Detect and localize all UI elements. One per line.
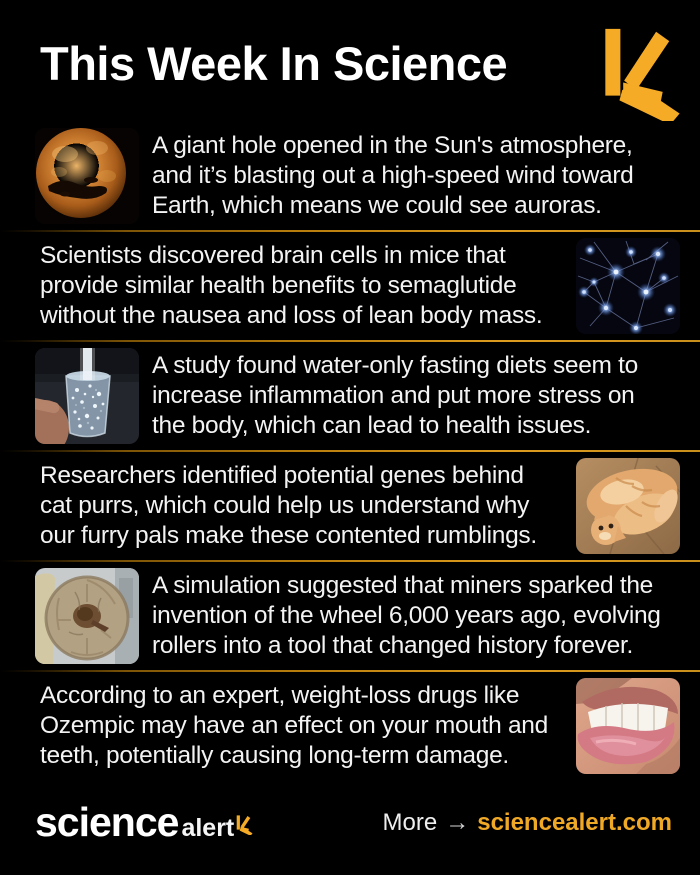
news-text-line: the body, which can lead to health issues. bbox=[152, 412, 592, 439]
news-text bbox=[152, 131, 634, 221]
news-item-water bbox=[0, 342, 700, 450]
news-item-neurons bbox=[0, 232, 700, 340]
brand-science-label: science bbox=[35, 799, 179, 845]
news-text-line: Ozempic may have an effect on your mouth and bbox=[40, 712, 548, 739]
brand-alert-label: alert bbox=[181, 814, 235, 842]
header bbox=[0, 0, 700, 122]
right-arrow-icon: → bbox=[445, 808, 470, 836]
news-text-line: Earth, which means we could see auroras. bbox=[152, 192, 602, 219]
news-text-line: rollers into a tool that changed history forever. bbox=[152, 632, 634, 659]
news-text-line: increase inflammation and put more stress on bbox=[152, 382, 635, 409]
news-text bbox=[40, 461, 563, 551]
news-item-teeth bbox=[0, 672, 700, 780]
news-text-line: According to an expert, weight-loss drugs like bbox=[40, 682, 520, 709]
news-text-line: teeth, potentially causing long-term damage. bbox=[40, 742, 509, 769]
more-label: More bbox=[382, 808, 438, 836]
sciencealert-logo bbox=[35, 799, 253, 846]
news-text bbox=[152, 351, 638, 441]
news-text-line: without the nausea and loss of lean body mass. bbox=[40, 302, 543, 329]
news-text-line: A simulation suggested that miners sparked the bbox=[152, 572, 653, 599]
news-text-line: invention of the wheel 6,000 years ago, evolving bbox=[152, 602, 661, 629]
sciencealert-arrow-icon bbox=[602, 27, 682, 121]
news-text bbox=[40, 241, 563, 331]
brain-neurons-photo bbox=[576, 238, 680, 334]
news-item-sun bbox=[0, 122, 700, 230]
news-text-line: provide similar health benefits to semaglutide bbox=[40, 272, 517, 299]
news-text-line: Researchers identified potential genes behind bbox=[40, 462, 524, 489]
mouth-teeth-photo bbox=[576, 678, 680, 774]
news-text-line: A giant hole opened in the Sun's atmosphere, bbox=[152, 132, 633, 159]
footer-site-link[interactable]: sciencealert.com bbox=[477, 808, 672, 836]
page-title: This Week In Science bbox=[40, 37, 508, 90]
news-text-line: A study found water-only fasting diets seem to bbox=[152, 352, 638, 379]
sun-coronal-hole-photo bbox=[35, 128, 139, 224]
news-text bbox=[40, 681, 563, 771]
ancient-stone-wheel-photo bbox=[35, 568, 139, 664]
glass-of-water-photo bbox=[35, 348, 139, 444]
news-text-line: Scientists discovered brain cells in mice that bbox=[40, 242, 506, 269]
news-item-cat bbox=[0, 452, 700, 560]
news-text bbox=[152, 571, 661, 661]
news-text-line: cat purrs, which could help us understand why bbox=[40, 492, 530, 519]
footer bbox=[0, 780, 700, 875]
news-text-line: and it’s blasting out a high-speed wind toward bbox=[152, 162, 634, 189]
news-text-line: our furry pals make these contented rumblings. bbox=[40, 522, 537, 549]
sciencealert-arrow-icon bbox=[236, 815, 253, 835]
ginger-cat-photo bbox=[576, 458, 680, 554]
more-cta bbox=[383, 809, 672, 837]
news-item-wheel bbox=[0, 562, 700, 670]
